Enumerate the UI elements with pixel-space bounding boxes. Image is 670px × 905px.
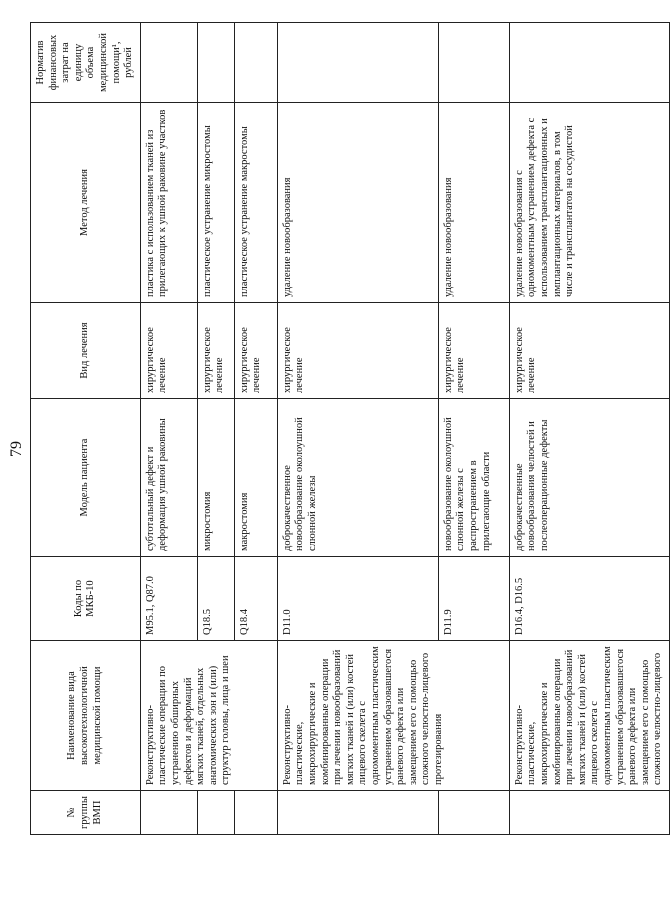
header-group: № группы ВМП: [31, 791, 141, 835]
norm-cell: [234, 23, 277, 103]
norm-cell: [509, 23, 669, 103]
type-cell: хирургическое лечение: [197, 303, 234, 399]
method-cell: пластика с использованием тканей из прилегающих к ушной раковине участков: [140, 103, 197, 303]
group-cell: [234, 791, 277, 835]
model-cell: микростомия: [197, 399, 234, 557]
norm-cell: [197, 23, 234, 103]
header-norm: Норматив финансовых затрат на единицу объема медицинской помощи¹, рублей: [31, 23, 141, 103]
codes-cell: Q18.5: [197, 557, 234, 641]
group-cell: [509, 791, 669, 835]
codes-cell: D16.4, D16.5: [509, 557, 669, 641]
name-cell: Реконструктивно-пластические, микрохирургические и комбинированные операции при лечении новообразований мягких тканей и (или) костей лицевого скелета с одномоментным пластическим устранением образовавшегося раневого дефекта или замещением его с помощью сложного челюстно-лицевого: [509, 641, 669, 791]
norm-cell: [140, 23, 197, 103]
group-cell: [140, 791, 197, 835]
model-cell: макростомия: [234, 399, 277, 557]
name-cell: Реконструктивно-пластические, микрохирургические и комбинированные операции при лечении новообразований мягких тканей и (или) костей лицевого скелета с одномоментным пластическим устранением образовавшегося раневого дефекта или замещением его с помощью сложного челюстно-лицевого протезирования: [277, 641, 509, 791]
method-cell: удаление новообразования: [438, 103, 509, 303]
codes-cell: Q18.4: [234, 557, 277, 641]
norm-cell: [438, 23, 509, 103]
table-header-row: [31, 23, 141, 835]
method-cell: удаление новообразования: [277, 103, 438, 303]
header-type: Вид лечения: [31, 303, 141, 399]
model-cell: субтотальный дефект и деформация ушной раковины: [140, 399, 197, 557]
norm-cell: [277, 23, 438, 103]
type-cell: хирургическое лечение: [277, 303, 438, 399]
method-cell: пластическое устранение микростомы: [197, 103, 234, 303]
page-number: 79: [8, 441, 25, 457]
table-row: [509, 23, 669, 835]
header-name: Наименование вида высокотехнологичной медицинской помощи: [31, 641, 141, 791]
codes-cell: D11.0: [277, 557, 438, 641]
method-cell: пластическое устранение макростомы: [234, 103, 277, 303]
model-cell: доброкачественные новообразования челюстей и послеоперационные дефекты: [509, 399, 669, 557]
name-cell: Реконструктивно-пластические операции по устранению обширных дефектов и деформаций мягких тканей, отдельных анатомических зон и (или) структур головы, лица и шеи: [140, 641, 277, 791]
model-cell: новообразование околоушной слюнной железы с распространением в прилегающие области: [438, 399, 509, 557]
method-cell: удаление новообразования с одномоментным устранением дефекта с использованием трансплантационных и имплантационных материалов, в том числе и трансплантатов на сосудистой: [509, 103, 669, 303]
type-cell: хирургическое лечение: [234, 303, 277, 399]
type-cell: хирургическое лечение: [140, 303, 197, 399]
header-model: Модель пациента: [31, 399, 141, 557]
type-cell: хирургическое лечение: [438, 303, 509, 399]
vmp-table: [30, 22, 670, 835]
codes-cell: M95.1, Q87.0: [140, 557, 197, 641]
model-cell: доброкачественное новообразование околоушной слюнной железы: [277, 399, 438, 557]
group-cell: [438, 791, 509, 835]
table-row: [277, 23, 438, 835]
codes-cell: D11.9: [438, 557, 509, 641]
header-codes: Коды по МКБ-10: [31, 557, 141, 641]
group-cell: [197, 791, 234, 835]
group-cell: [277, 791, 438, 835]
type-cell: хирургическое лечение: [509, 303, 669, 399]
table-row: [140, 23, 197, 835]
header-method: Метод лечения: [31, 103, 141, 303]
